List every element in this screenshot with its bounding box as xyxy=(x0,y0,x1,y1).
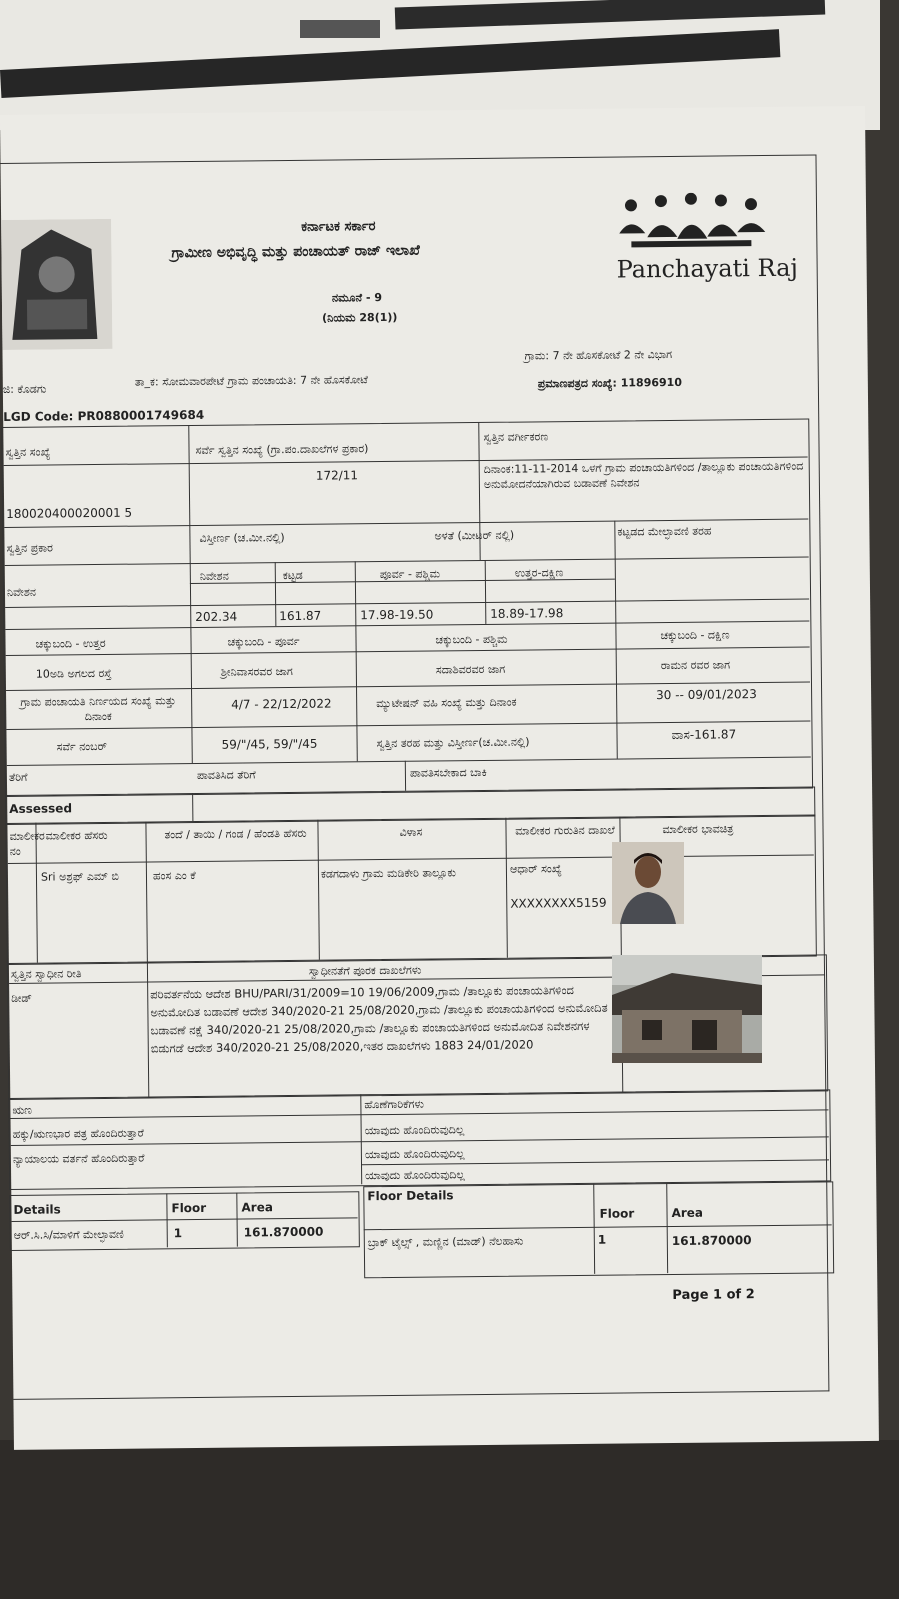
survey-number-label: ಸರ್ವೆ ನಂಬರ್ xyxy=(56,739,108,754)
floor-right-floor: 1 xyxy=(597,1232,607,1247)
floor-details-left-title: Details xyxy=(13,1202,61,1217)
owner-id-type: ಆಧಾರ್ ಸಂಖ್ಯೆ xyxy=(509,862,562,876)
area-site-label: ನಿವೇಶನ xyxy=(199,569,229,583)
dept-title: ಗ್ರಾಮೀಣ ಅಭಿವೃದ್ಧಿ ಮತ್ತು ಪಂಚಾಯತ್ ರಾಜ್ ಇಲಾಖೆ xyxy=(171,242,420,262)
tax-label: ತೆರಿಗೆ xyxy=(8,770,28,784)
owner-name: Sri ಅಶ್ರಫ್ ಎಮ್ ಬಿ xyxy=(40,869,119,884)
karnataka-emblem-icon xyxy=(1,219,112,350)
property-type-value: ನಿವೇಶನ xyxy=(6,585,37,599)
property-number-label: ಸ್ವತ್ತಿನ ಸಂಖ್ಯೆ xyxy=(5,445,51,459)
supporting-docs: ಪರಿವರ್ತನೆಯ ಆದೇಶ BHU/PARI/31/2009=10 19/06/2009,ಗ್ರಾಮ /ತಾಲ್ಲೂಕು ಪಂಚಾಯತಿಗಳಿಂದ ಅನುಮೋದಿತ ಬಡಾವಣೆ ಆದೇಶ 340/2020-21 25/08/2020,ಗ್ರಾಮ /ತಾಲ್ಲೂಕು ಪಂಚಾಯತಿಗಳಿಂದ ಅನುಮೋದಿತ ಬಡಾವಣೆ ನಕ್ಷೆ 340/2020-21 25/08/2020,ಗ್ರಾಮ /ತಾಲ್ಲೂಕು ಪಂಚಾಯತಿಗಳಿಂದ ಅನುಮೋದಿತ ನಿವೇಶನಗಳ ಬಿಡುಗಡೆ ಆದೇಶ 340/2020-21 25/08/2020,ಇತರ ದಾಖಲೆಗಳು 1883 24/01/2020 xyxy=(150,983,608,1056)
floor-right-area: 161.870000 xyxy=(671,1233,752,1249)
floor-left-area-header: Area xyxy=(241,1200,273,1215)
boundary-south-label: ಚಕ್ಕುಬಂದಿ - ದಕ್ಷಿಣ xyxy=(660,628,730,643)
property-type-label: ಸ್ವತ್ತಿನ ಪ್ರಕಾರ xyxy=(6,541,53,555)
floor-left-type: ಆರ್.ಸಿ.ಸಿ/ಮಾಳಿಗೆ ಮೇಲ್ಛಾವಣಿ xyxy=(13,1227,124,1242)
property-number: 180020400020001 5 xyxy=(6,505,133,521)
liability-value-1: ಯಾವುದು ಹೊಂದಿರುವುದಿಲ್ಲ xyxy=(364,1123,465,1138)
mutation-label: ಮ್ಯುಟೇಷನ್ ವಹಿ ಸಂಖ್ಯೆ ಮತ್ತು ದಿನಾಂಕ xyxy=(376,695,517,711)
survey-property-number: 172/11 xyxy=(315,468,359,483)
area-site-value: 202.34 xyxy=(195,609,238,624)
rule-number: (ನಿಯಮ 28(1)) xyxy=(322,310,398,325)
acquisition-method-label: ಸ್ವತ್ತಿನ ಸ್ವಾಧೀನ ರೀತಿ xyxy=(10,967,82,981)
owner-parent-header: ತಂದೆ / ತಾಯಿ / ಗಂಡ / ಹೆಂಡತಿ ಹೆಸರು xyxy=(164,826,307,842)
boundary-east: ಶ್ರೀನಿವಾಸರವರ ಜಾಗ xyxy=(220,664,293,679)
floor-left-floor-header: Floor xyxy=(171,1200,207,1216)
taluk-panchayat: ತಾ_ಕ: ಸೋಮವಾರಪೇಟೆ ಗ್ರಾಮ ಪಂಚಾಯತಿ: 7 ನೇ ಹೊಸಕೋಟೆ xyxy=(134,373,368,389)
panchayati-raj-logo-icon xyxy=(611,192,772,254)
dimension-ew-label: ಪೂರ್ವ - ಪಶ್ಚಿಮ xyxy=(379,567,441,582)
classification-label: ಸ್ವತ್ತಿನ ವರ್ಗೀಕರಣ xyxy=(483,430,549,444)
liabilities-right-label: ಹೊಣೆಗಾರಿಕೆಗಳು xyxy=(364,1097,424,1112)
property-kind: ವಾಸ-161.87 xyxy=(671,727,737,743)
owner-photo-header: ಮಾಲೀಕರ ಭಾವಚಿತ್ರ xyxy=(662,822,734,837)
boundary-east-label: ಚಕ್ಕುಬಂದಿ - ಪೂರ್ವ xyxy=(227,634,300,649)
form-number: ನಮೂನೆ - 9 xyxy=(331,291,383,305)
dimension-ew-value: 17.98-19.50 xyxy=(360,607,434,623)
boundary-west-label: ಚಕ್ಕುಬಂದಿ - ಪಶ್ಚಿಮ xyxy=(435,632,508,647)
govt-title: ಕರ್ನಾಟಕ ಸರ್ಕಾರ xyxy=(301,219,376,235)
supporting-docs-label: ಸ್ವಾಧೀನತೆಗೆ ಪೂರಕ ದಾಖಲೆಗಳು xyxy=(308,963,422,978)
background-strip xyxy=(300,20,380,38)
owner-id-value: XXXXXXXX5159 xyxy=(510,895,607,911)
area-built-value: 161.87 xyxy=(279,608,322,624)
floor-left-area: 161.870000 xyxy=(243,1224,324,1240)
boundary-north: 10ಅಡಿ ಅಗಲದ ರಸ್ತೆ xyxy=(35,666,112,681)
boundary-south: ರಾಮನ ರವರ ಜಾಗ xyxy=(660,658,731,673)
liabilities-row-1: ಹಕ್ಕು/ಋಣಭಾರ ಪತ್ರ ಹೊಂದಿರುತ್ತಾರೆ xyxy=(12,1126,144,1141)
owner-photo xyxy=(612,842,684,924)
dimension-ns-label: ಉತ್ತರ-ದಕ್ಷಿಣ xyxy=(514,566,564,580)
tax-due-label: ಪಾವತಿಸಬೇಕಾದ ಬಾಕಿ xyxy=(409,765,487,780)
assessed-label: Assessed xyxy=(9,801,73,816)
liability-value-2: ಯಾವುದು ಹೊಂದಿರುವುದಿಲ್ಲ xyxy=(364,1147,465,1162)
village: ಗ್ರಾಮ: 7 ನೇ ಹೊಸಕೋಟೆ 2 ನೇ ವಿಭಾಗ xyxy=(524,347,673,363)
owner-number-header: ಮಾಲೀಕರ ನಂ xyxy=(9,829,45,858)
roof-type-label: ಕಟ್ಟಡದ ಮೇಲ್ಛಾವಣಿ ತರಹ xyxy=(617,524,712,539)
boundary-west: ಸದಾಶಿವರವರ ಜಾಗ xyxy=(435,662,506,677)
owner-address: ಕಡಗದಾಳು ಗ್ರಾಮ ಮಡಿಕೇರಿ ತಾಲ್ಲೂಕು xyxy=(320,866,457,881)
gp-resolution: 4/7 - 22/12/2022 xyxy=(231,696,332,712)
area-built-label: ಕಟ್ಟಡ xyxy=(282,568,303,583)
floor-right-type: ಬ್ರಾಕ್ ಟೈಲ್ಸ್ , ಮಣ್ಣಿನ (ಮಾಡ್) ನೆಲಹಾಸು xyxy=(367,1234,524,1250)
dimensions-label: ಅಳತೆ (ಮೀಟರ್ ನಲ್ಲಿ) xyxy=(434,528,515,543)
survey-property-label: ಸರ್ವೆ ಸ್ವತ್ತಿನ ಸಂಖ್ಯೆ (ಗ್ರಾ.ಪಂ.ದಾಖಲೆಗಳ ಪ್ರಕಾರ) xyxy=(195,442,369,457)
floor-details-right-title: Floor Details xyxy=(367,1188,454,1204)
lgd-code: LGD Code: PR0880001749684 xyxy=(3,407,205,424)
dimension-ns-value: 18.89-17.98 xyxy=(490,606,564,621)
owner-id-header: ಮಾಲೀಕರ ಗುರುತಿನ ದಾಖಲೆ xyxy=(515,823,615,838)
floor-right-floor-header: Floor xyxy=(599,1206,635,1221)
area-label: ವಿಸ್ತೀರ್ಣ (ಚ.ಮೀ.ನಲ್ಲಿ) xyxy=(199,531,285,545)
floor-right-area-header: Area xyxy=(671,1205,704,1221)
panchayati-raj-logo-text: Panchayati Raj xyxy=(616,253,799,284)
certificate-number: ಪ್ರಮಾಣಪತ್ರದ ಸಂಖ್ಯೆ: 11896910 xyxy=(537,375,683,391)
table-surface xyxy=(0,1440,899,1599)
owner-name-header: ಮಾಲೀಕರ ಹೆಸರು xyxy=(45,828,108,843)
liabilities-row-2: ನ್ಯಾಯಾಲಯ ವರ್ತನೆ ಹೊಂದಿರುತ್ತಾರೆ xyxy=(12,1151,145,1166)
owner-parent: ಹಂಸ ಎಂ ಕೆ xyxy=(152,868,196,883)
property-photo xyxy=(612,955,762,1063)
gp-resolution-label: ಗ್ರಾಮ ಪಂಚಾಯತಿ ನಿರ್ಣಯದ ಸಂಖ್ಯೆ ಮತ್ತು ದಿನಾಂಕ xyxy=(20,694,177,724)
boundary-north-label: ಚಕ್ಕುಬಂದಿ - ಉತ್ತರ xyxy=(35,636,106,651)
page-number: Page 1 of 2 xyxy=(672,1287,755,1304)
acquisition-method: ಡೀಡ್ xyxy=(11,991,32,1005)
owner-address-header: ವಿಳಾಸ xyxy=(399,825,423,839)
property-kind-label: ಸ್ವತ್ತಿನ ತರಹ ಮತ್ತು ವಿಸ್ತೀರ್ಣ(ಚ.ಮೀ.ನಲ್ಲಿ) xyxy=(376,735,530,751)
floor-left-floor: 1 xyxy=(173,1226,183,1241)
liabilities-left-label: ಋಣ xyxy=(12,1103,33,1117)
survey-number: 59/"/45, 59/"/45 xyxy=(221,736,318,752)
mutation-value: 30 -- 09/01/2023 xyxy=(656,687,757,703)
liability-value-3: ಯಾವುದು ಹೊಂದಿರುವುದಿಲ್ಲ xyxy=(365,1168,465,1183)
tax-paid-label: ಪಾವತಿಸಿದ ತೆರಿಗೆ xyxy=(196,768,256,782)
classification-value: ದಿನಾಂಕ:11-11-2014 ಒಳಗೆ ಗ್ರಾಮ ಪಂಚಾಯತಿಗಳಿಂದ /ತಾಲ್ಲೂಕು ಪಂಚಾಯತಿಗಳಿಂದ ಅನುಮೋದನೆಯಾಗಿರುವ ಬಡಾವಣೆ ನಿವೇಶನ xyxy=(483,459,804,491)
certificate-page xyxy=(0,106,879,1450)
district: ಜಿ: ಕೊಡಗು xyxy=(2,382,47,396)
